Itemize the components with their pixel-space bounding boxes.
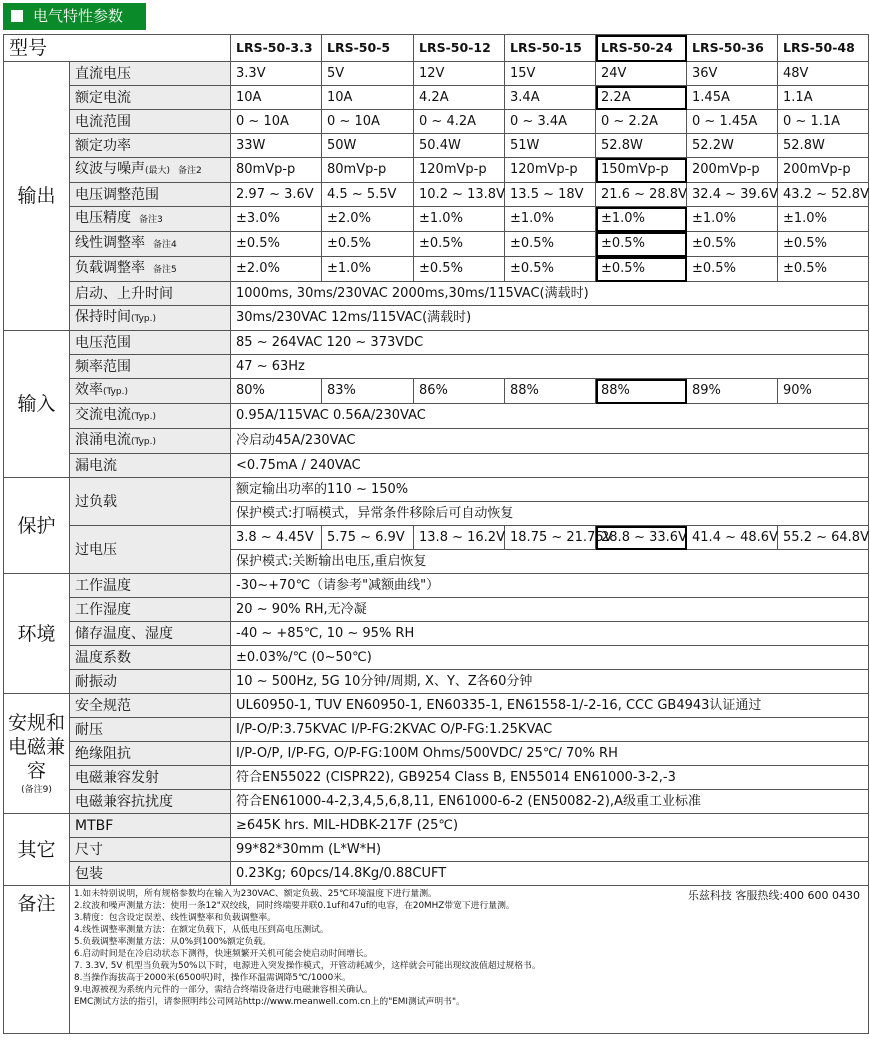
category-note: (备注9) — [21, 784, 52, 795]
value-cell: 24V — [596, 62, 687, 86]
value-cell: 85 ~ 264VAC 120 ~ 373VDC — [231, 331, 869, 355]
param-note: 备注5 — [153, 265, 177, 275]
param-label — [70, 331, 231, 355]
param-name: 工作湿度 — [75, 601, 131, 618]
param-label — [70, 134, 231, 158]
square-icon — [11, 10, 23, 22]
value-cell: ±1.0% — [322, 257, 414, 282]
model-name: LRS-50-24 — [596, 35, 687, 62]
param-label — [70, 718, 231, 742]
value-cell: 3.4A — [505, 86, 596, 110]
value-cell: ±0.5% — [414, 257, 505, 282]
param-label — [70, 646, 231, 670]
param-small: (Typ.) — [131, 437, 157, 447]
param-name: 安全规范 — [75, 697, 131, 714]
value-cell: 0.95A/115VAC 0.56A/230VAC — [231, 404, 869, 429]
note-item: 9.电源被视为系统内元件的一部分，需结合终端设备进行电磁兼容相关确认。 — [74, 985, 373, 995]
param-name: 绝缘阻抗 — [75, 745, 131, 762]
param-name: 直流电压 — [75, 65, 131, 82]
value-cell: 0 ~ 2.2A — [596, 110, 687, 134]
value-cell: 50W — [322, 134, 414, 158]
value-cell: 51W — [505, 134, 596, 158]
param-name: 额定电流 — [75, 89, 131, 106]
value-cell: 55.2 ~ 64.8V — [778, 526, 869, 550]
notes-cell — [70, 886, 869, 1034]
param-name: 耐压 — [75, 721, 103, 738]
param-name: 电压调整范围 — [75, 186, 159, 203]
param-label — [70, 257, 231, 282]
value-cell: 0 ~ 10A — [231, 110, 322, 134]
value-cell: ±0.5% — [596, 257, 687, 282]
value-cell: 符合EN61000-4-2,3,4,5,6,8,11, EN61000-6-2 (EN50082-2),A级重工业标准 — [231, 790, 869, 814]
param-label — [70, 282, 231, 306]
value-cell: 150mVp-p — [596, 158, 687, 183]
value-cell: 2.2A — [596, 86, 687, 110]
category — [4, 694, 70, 814]
value-cell: ±0.5% — [322, 232, 414, 257]
note-item: 6.启动时间是在冷启动状态下测得，快速频繁开关机可能会使启动时间增长。 — [74, 949, 373, 959]
param-label — [70, 622, 231, 646]
value-cell: 120mVp-p — [414, 158, 505, 183]
value-cell: 20 ~ 90% RH,无冷凝 — [231, 598, 869, 622]
note-item: 5.负载调整率测量方法：从0%到100%额定负载。 — [74, 937, 272, 947]
param-name: 纹波与噪声 — [75, 161, 145, 177]
value-cell: 10A — [231, 86, 322, 110]
category: 备注 — [4, 886, 70, 1034]
param-name: 储存温度、湿度 — [75, 625, 173, 642]
value-cell: 43.2 ~ 52.8V — [778, 183, 869, 207]
param-name: 过负载 — [75, 493, 117, 510]
value-cell: ±0.5% — [778, 257, 869, 282]
param-name: 效率 — [75, 382, 103, 398]
value-cell: 88% — [505, 379, 596, 404]
value-cell: ±0.5% — [778, 232, 869, 257]
value-cell: ±1.0% — [414, 207, 505, 232]
value-cell: I/P-O/P, I/P-FG, O/P-FG:100M Ohms/500VDC/ 25℃/ 70% RH — [231, 742, 869, 766]
value-cell: 1000ms, 30ms/230VAC 2000ms,30ms/115VAC(满载时) — [231, 282, 869, 306]
param-label — [70, 429, 231, 454]
value-cell: 保护模式:打嗝模式，异常条件移除后可自动恢复 — [231, 502, 869, 526]
param-label — [70, 404, 231, 429]
value-cell: ±0.5% — [687, 232, 778, 257]
param-label — [70, 790, 231, 814]
param-name: 耐振动 — [75, 673, 117, 690]
param-label — [70, 379, 231, 404]
value-cell: 5V — [322, 62, 414, 86]
param-label — [70, 862, 231, 886]
model-label: 型号 — [4, 35, 231, 62]
value-cell: 2.97 ~ 3.6V — [231, 183, 322, 207]
value-cell: 12V — [414, 62, 505, 86]
value-cell: 30ms/230VAC 12ms/115VAC(满载时) — [231, 306, 869, 331]
param-name: 温度系数 — [75, 649, 131, 666]
value-cell: 保护模式:关断输出电压,重启恢复 — [231, 550, 869, 574]
value-cell: 0 ~ 1.45A — [687, 110, 778, 134]
value-cell: 200mVp-p — [687, 158, 778, 183]
value-cell: 0 ~ 4.2A — [414, 110, 505, 134]
hotline: 乐兹科技 客服热线:400 600 0430 — [687, 889, 861, 902]
value-cell: 1.1A — [778, 86, 869, 110]
value-cell: ≥645K hrs. MIL-HDBK-217F (25℃) — [231, 814, 869, 838]
param-name: 负载调整率 — [75, 260, 145, 276]
param-name: 电压精度 — [75, 210, 131, 226]
value-cell: -30~+70℃（请参考"减额曲线"） — [231, 574, 869, 598]
category: 保护 — [4, 478, 70, 574]
param-name: 电流范围 — [75, 113, 131, 130]
param-label — [70, 478, 231, 526]
value-cell: 52.2W — [687, 134, 778, 158]
model-name: LRS-50-15 — [505, 35, 596, 62]
value-cell: 13.8 ~ 16.2V — [414, 526, 505, 550]
value-cell: ±2.0% — [231, 257, 322, 282]
param-label — [70, 183, 231, 207]
value-cell: 47 ~ 63Hz — [231, 355, 869, 379]
param-note: 备注4 — [153, 240, 177, 250]
value-cell: 5.75 ~ 6.9V — [322, 526, 414, 550]
param-name: MTBF — [75, 817, 114, 834]
param-name: 电压范围 — [75, 334, 131, 351]
value-cell: 13.5 ~ 18V — [505, 183, 596, 207]
param-name: 工作温度 — [75, 577, 131, 594]
value-cell: 4.5 ~ 5.5V — [322, 183, 414, 207]
value-cell: 88% — [596, 379, 687, 404]
value-cell: 200mVp-p — [778, 158, 869, 183]
model-name: LRS-50-12 — [414, 35, 505, 62]
value-cell: 额定输出功率的110 ~ 150% — [231, 478, 869, 502]
section-title: 电气特性参数 — [33, 7, 124, 25]
value-cell: 0 ~ 1.1A — [778, 110, 869, 134]
value-cell: 41.4 ~ 48.6V — [687, 526, 778, 550]
value-cell: 21.6 ~ 28.8V — [596, 183, 687, 207]
value-cell: 80mVp-p — [322, 158, 414, 183]
param-label — [70, 574, 231, 598]
value-cell: ±0.5% — [596, 232, 687, 257]
value-cell: 0.23Kg; 60pcs/14.8Kg/0.88CUFT — [231, 862, 869, 886]
param-name: 线性调整率 — [75, 235, 145, 251]
value-cell: 36V — [687, 62, 778, 86]
value-cell: 99*82*30mm (L*W*H) — [231, 838, 869, 862]
param-label — [70, 694, 231, 718]
param-note: 备注2 — [178, 166, 202, 176]
value-cell: 10.2 ~ 13.8V — [414, 183, 505, 207]
param-label — [70, 306, 231, 331]
param-small: (Typ.) — [103, 387, 129, 397]
param-label — [70, 454, 231, 478]
param-label — [70, 814, 231, 838]
param-small: (最大) — [145, 166, 171, 176]
value-cell: 1.45A — [687, 86, 778, 110]
value-cell: 80mVp-p — [231, 158, 322, 183]
category: 环境 — [4, 574, 70, 694]
value-cell: -40 ~ +85℃, 10 ~ 95% RH — [231, 622, 869, 646]
param-small: (Typ.) — [131, 314, 157, 324]
param-label — [70, 207, 231, 232]
value-cell: 符合EN55022 (CISPR22), GB9254 Class B, EN55014 EN61000-3-2,-3 — [231, 766, 869, 790]
value-cell: ±1.0% — [596, 207, 687, 232]
param-name: 过电压 — [75, 541, 117, 558]
param-label — [70, 86, 231, 110]
value-cell: 0 ~ 3.4A — [505, 110, 596, 134]
value-cell: 28.8 ~ 33.6V — [596, 526, 687, 550]
section-header — [3, 3, 146, 30]
value-cell: 4.2A — [414, 86, 505, 110]
param-name: 浪涌电流 — [75, 432, 131, 448]
param-name: 电磁兼容发射 — [75, 769, 159, 786]
model-name: LRS-50-36 — [687, 35, 778, 62]
param-label — [70, 670, 231, 694]
note-item: 4.线性调整率测量方法：在额定负载下，从低电压到高电压测试。 — [74, 925, 329, 935]
category-text: 安规和电磁兼容 — [7, 711, 65, 782]
value-cell: 3.8 ~ 4.45V — [231, 526, 322, 550]
category: 输入 — [4, 331, 70, 478]
value-cell: 52.8W — [778, 134, 869, 158]
value-cell: 32.4 ~ 39.6V — [687, 183, 778, 207]
param-label — [70, 158, 231, 183]
param-name: 漏电流 — [75, 457, 117, 474]
value-cell: 10A — [322, 86, 414, 110]
value-cell: 50.4W — [414, 134, 505, 158]
category: 输出 — [4, 62, 70, 331]
value-cell: 90% — [778, 379, 869, 404]
value-cell: ±1.0% — [687, 207, 778, 232]
value-cell: <0.75mA / 240VAC — [231, 454, 869, 478]
value-cell: ±0.5% — [414, 232, 505, 257]
value-cell: ±0.03%/℃ (0~50℃) — [231, 646, 869, 670]
value-cell: 18.75 ~ 21.75V — [505, 526, 596, 550]
note-item: 2.纹波和噪声测量方法：使用一条12"双绞线，同时终端要并联0.1uf和47uf的电容，在20MHZ带宽下进行量测。 — [74, 901, 515, 911]
value-cell: 3.3V — [231, 62, 322, 86]
param-name: 频率范围 — [75, 358, 131, 375]
param-label — [70, 766, 231, 790]
param-name: 电磁兼容抗扰度 — [75, 793, 173, 810]
note-item: 3.精度：包含设定误差、线性调整率和负载调整率。 — [74, 913, 276, 923]
value-cell: 80% — [231, 379, 322, 404]
param-name: 保持时间 — [75, 309, 131, 325]
param-name: 交流电流 — [75, 407, 131, 423]
value-cell: 33W — [231, 134, 322, 158]
value-cell: ±1.0% — [505, 207, 596, 232]
note-item: 8.当操作海拔高于2000米(6500呎)时，操作环温需调降5℃/1000米。 — [74, 973, 351, 983]
param-label — [70, 232, 231, 257]
value-cell: 83% — [322, 379, 414, 404]
spec-table — [3, 34, 869, 1034]
value-cell: ±1.0% — [778, 207, 869, 232]
param-label — [70, 598, 231, 622]
param-label — [70, 110, 231, 134]
note-item: EMC测试方法的指引，请参照明纬公司网站http://www.meanwell.com.cn上的"EMI测试声明书"。 — [74, 997, 465, 1007]
value-cell: ±0.5% — [505, 257, 596, 282]
param-note: 备注3 — [139, 215, 163, 225]
note-item: 1.如未特别说明，所有规格参数均在输入为230VAC、额定负载、25℃环境温度下进行量测。 — [74, 889, 437, 899]
value-cell: ±3.0% — [231, 207, 322, 232]
param-label — [70, 742, 231, 766]
param-name: 尺寸 — [75, 841, 103, 858]
model-name: LRS-50-48 — [778, 35, 869, 62]
value-cell: ±0.5% — [505, 232, 596, 257]
value-cell: 86% — [414, 379, 505, 404]
note-item: 7. 3.3V, 5V 机型当负载为50%以下时，电源进入突发操作模式，开管动耗减少，这样就会可能出现纹波值超过规格书。 — [74, 961, 541, 971]
value-cell: ±2.0% — [322, 207, 414, 232]
param-small: (Typ.) — [131, 412, 157, 422]
value-cell: I/P-O/P:3.75KVAC I/P-FG:2KVAC O/P-FG:1.25KVAC — [231, 718, 869, 742]
value-cell: UL60950-1, TUV EN60950-1, EN60335-1, EN61558-1/-2-16, CCC GB4943认证通过 — [231, 694, 869, 718]
category: 其它 — [4, 814, 70, 886]
value-cell: 冷启动45A/230VAC — [231, 429, 869, 454]
value-cell: 89% — [687, 379, 778, 404]
param-name: 启动、上升时间 — [75, 285, 173, 302]
value-cell: ±0.5% — [231, 232, 322, 257]
value-cell: 48V — [778, 62, 869, 86]
value-cell: ±0.5% — [687, 257, 778, 282]
param-name: 包装 — [75, 865, 103, 882]
param-label — [70, 355, 231, 379]
param-name: 额定功率 — [75, 137, 131, 154]
param-label — [70, 838, 231, 862]
value-cell: 120mVp-p — [505, 158, 596, 183]
value-cell: 15V — [505, 62, 596, 86]
value-cell: 52.8W — [596, 134, 687, 158]
param-label — [70, 62, 231, 86]
param-label — [70, 526, 231, 574]
value-cell: 10 ~ 500Hz, 5G 10分钟/周期, X、Y、Z各60分钟 — [231, 670, 869, 694]
value-cell: 0 ~ 10A — [322, 110, 414, 134]
model-name: LRS-50-5 — [322, 35, 414, 62]
model-name: LRS-50-3.3 — [231, 35, 322, 62]
